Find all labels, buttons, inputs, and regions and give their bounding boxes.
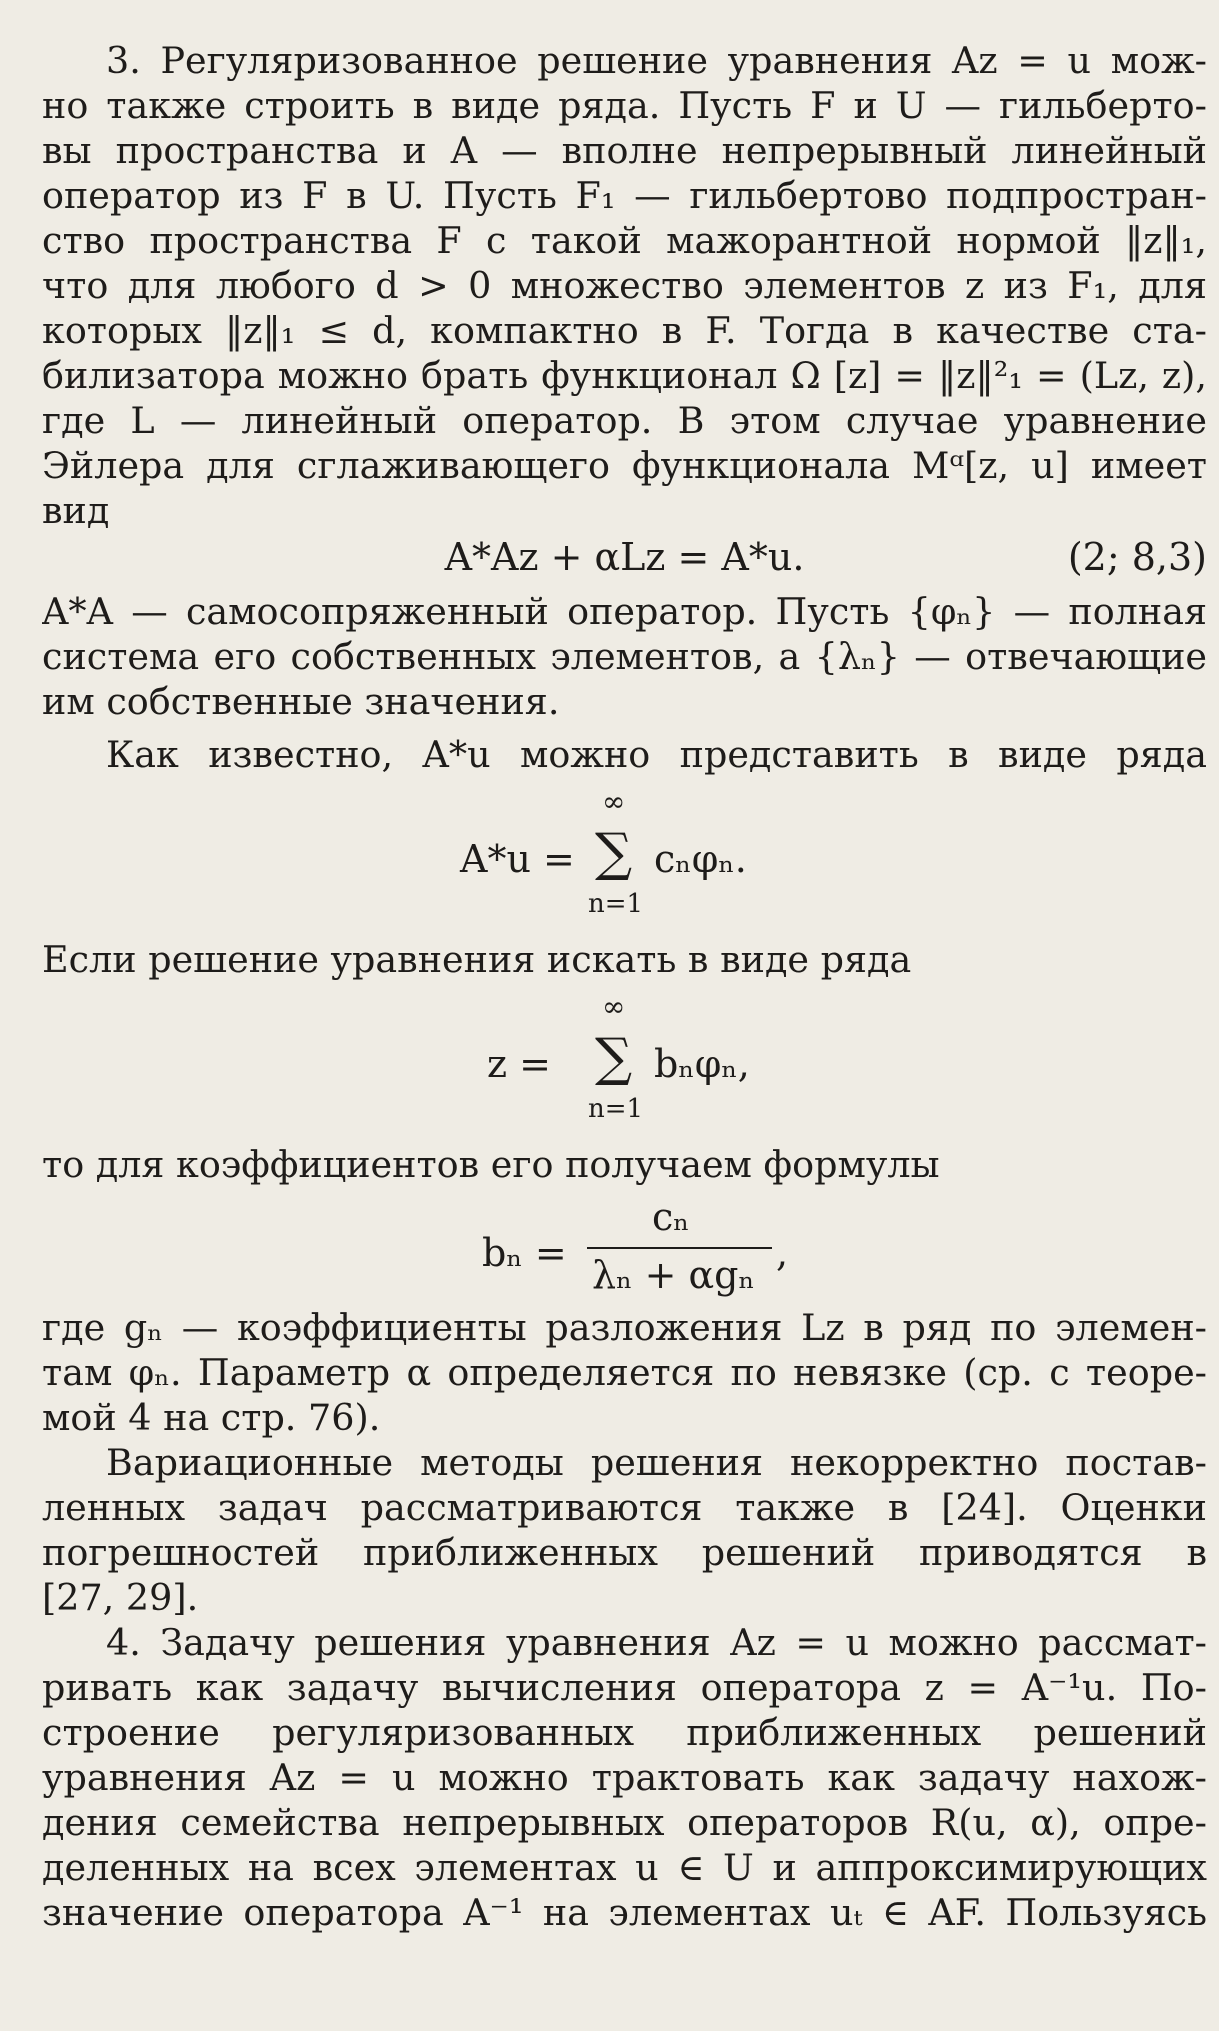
equation-coefficients — [42, 1195, 1207, 1305]
text-line: что для любого d > 0 множество элементов z из F₁, для — [42, 264, 1207, 307]
paragraph-coefficients — [42, 1305, 1207, 1440]
text-line: им собственные значения. — [42, 680, 560, 723]
text-line: Эйлера для сглаживающего функционала Mᵅ[z, u] имеет — [42, 444, 1207, 487]
fraction-numerator: cₙ — [652, 1195, 690, 1239]
equation-lhs: A*u = — [460, 837, 575, 881]
fraction-bar — [587, 1247, 772, 1249]
text-line: ство пространства F с такой мажорантной нормой ‖z‖₁, — [42, 219, 1207, 262]
text-line: вы пространства и A — вполне непрерывный линейный — [42, 129, 1207, 172]
text-line: 3. Регуляризованное решение уравнения Az = u мож- — [106, 39, 1207, 82]
text-line: билизатора можно брать функционал Ω [z] = ‖z‖²₁ = (Lz, z), — [42, 354, 1207, 397]
text-line: значение оператора A⁻¹ на элементах uₜ ∈ AF. Пользуясь — [42, 1891, 1207, 1934]
text-line: Вариационные методы решения некорректно постав- — [106, 1441, 1207, 1484]
paragraph-variational — [42, 1440, 1207, 1620]
text-line: уравнения Az = u можно трактовать как задачу нахож- — [42, 1756, 1207, 1799]
sum-term: cₙφₙ. — [654, 837, 747, 881]
text-line: система его собственных элементов, а {λₙ} — отвечающие — [42, 635, 1207, 678]
text-line: ленных задач рассматриваются также в [24]. Оценки — [42, 1486, 1207, 1529]
text-line: вид — [42, 489, 110, 532]
equation-tail: , — [776, 1231, 789, 1275]
sum-sign: ∑ — [595, 1028, 633, 1088]
fraction-denominator: λₙ + αgₙ — [592, 1253, 755, 1297]
equation-lhs: bₙ = — [482, 1231, 567, 1275]
sum-upper-limit: ∞ — [602, 785, 626, 818]
text-line: Как известно, A*u можно представить в виде ряда — [106, 733, 1207, 776]
text-line: деленных на всех элементах u ∈ U и аппроксимирующих — [42, 1846, 1207, 1889]
equation-number: (2; 8,3) — [1067, 535, 1207, 579]
sum-lower-limit: n=1 — [588, 889, 644, 919]
text-line: мой 4 на стр. 76). — [42, 1396, 381, 1439]
text-line: где gₙ — коэффициенты разложения Lz в ряд по элемен- — [42, 1306, 1207, 1349]
text-line: Если решение уравнения искать в виде ряда — [42, 938, 912, 981]
equation-euler — [42, 533, 1207, 581]
text-line: то для коэффициентов его получаем формулы — [42, 1143, 940, 1186]
sum-lower-limit: n=1 — [588, 1094, 644, 1124]
sum-upper-limit: ∞ — [602, 990, 626, 1023]
text-line: 4. Задачу решения уравнения Az = u можно рассмат- — [106, 1621, 1207, 1664]
text-line: но также строить в виде ряда. Пусть F и U — гильберто- — [42, 84, 1207, 127]
text-line: оператор из F в U. Пусть F₁ — гильбертово подпростран- — [42, 174, 1207, 217]
text-line: [27, 29]. — [42, 1576, 199, 1619]
equation-lhs: z = — [487, 1042, 551, 1086]
text-line: A*A — самосопряженный оператор. Пусть {φₙ} — полная — [42, 590, 1207, 633]
paragraph-self-adjoint — [42, 589, 1207, 724]
text-line: дения семейства непрерывных операторов R(u, α), опре- — [42, 1801, 1207, 1844]
equation-series-z — [42, 982, 1207, 1142]
equation-series-Au — [42, 777, 1207, 937]
text-line: ривать как задачу вычисления оператора z = A⁻¹u. По- — [42, 1666, 1207, 1709]
equation-formula: A*Az + αLz = A*u. — [444, 535, 805, 579]
text-line: которых ‖z‖₁ ≤ d, компактно в F. Тогда в качестве ста- — [42, 309, 1207, 352]
sum-term: bₙφₙ, — [654, 1042, 750, 1086]
sum-sign: ∑ — [595, 823, 633, 883]
text-line: где L — линейный оператор. В этом случае уравнение — [42, 399, 1207, 442]
text-line: строение регуляризованных приближенных решений — [42, 1711, 1207, 1754]
paragraph-4 — [42, 1620, 1207, 1935]
text-line: там φₙ. Параметр α определяется по невязке (ср. с теоре- — [42, 1351, 1207, 1394]
text-line: погрешностей приближенных решений приводятся в — [42, 1531, 1207, 1574]
paragraph-3 — [42, 38, 1207, 533]
